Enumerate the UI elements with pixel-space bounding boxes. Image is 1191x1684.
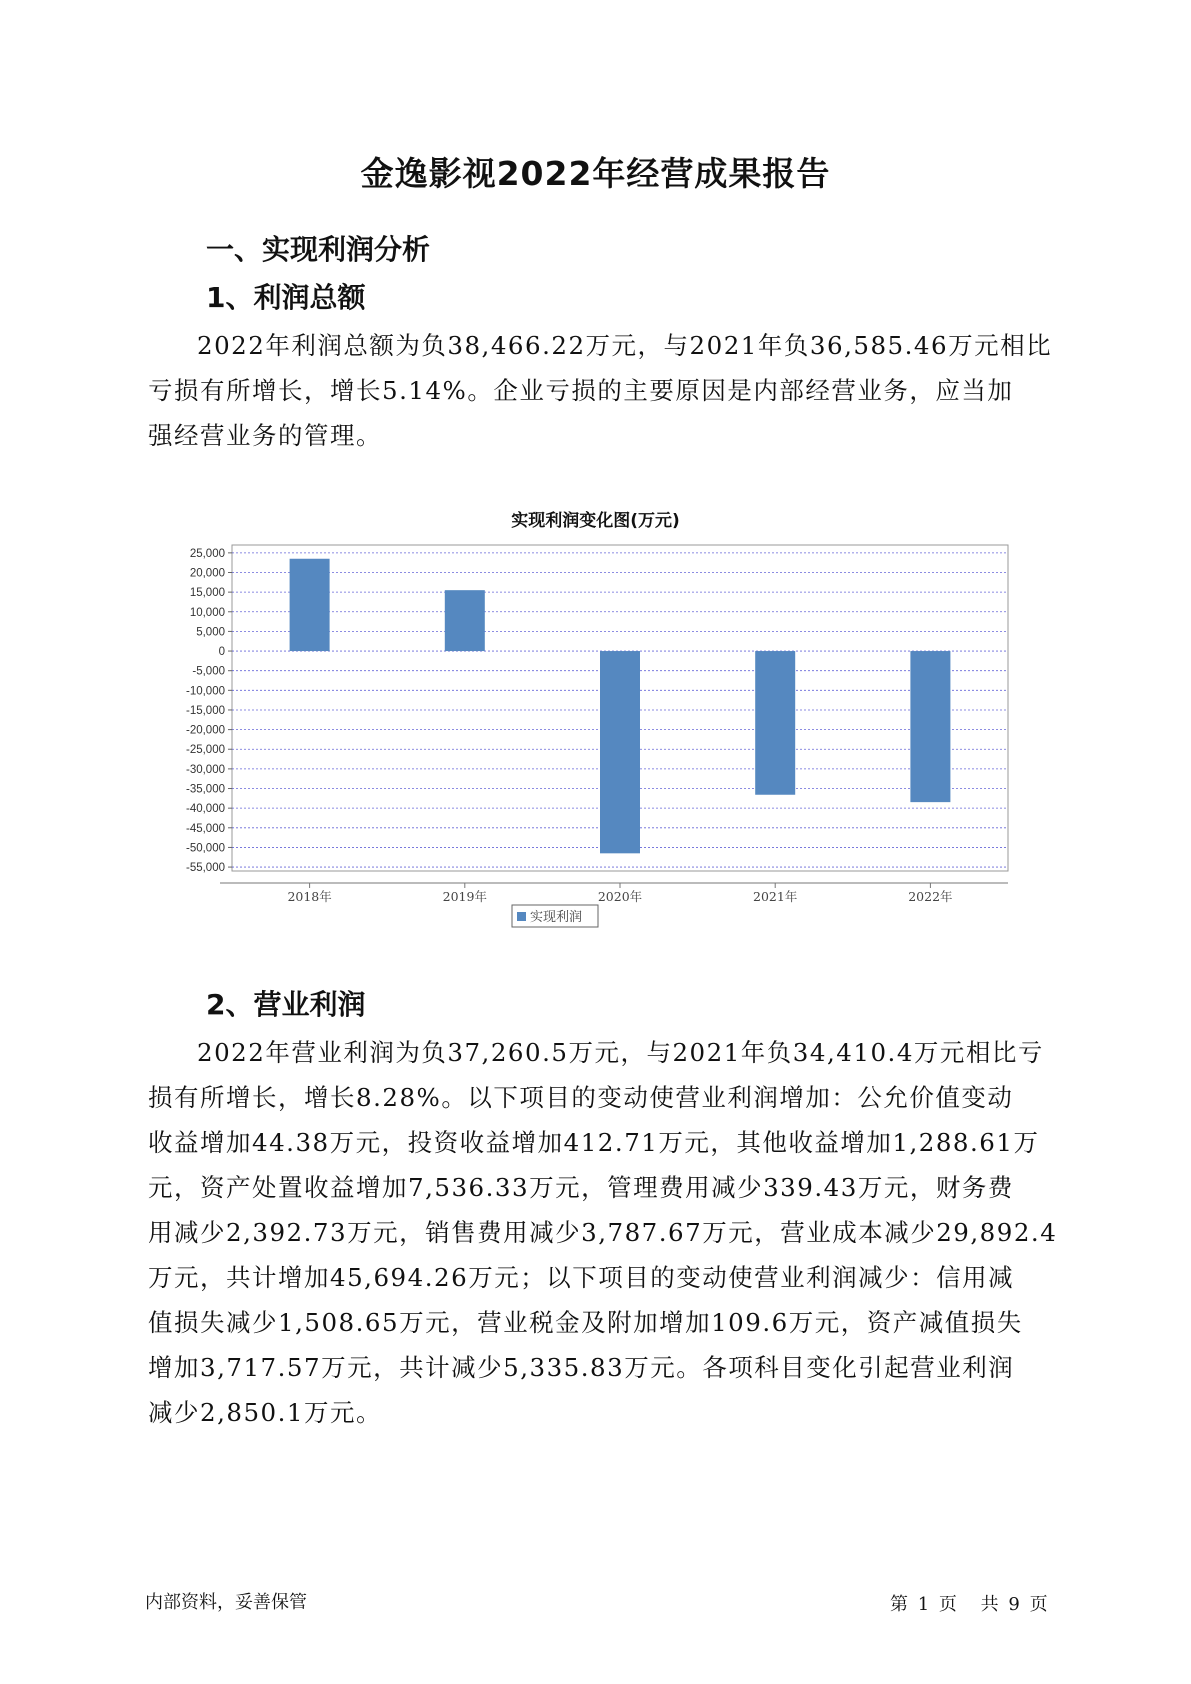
y-tick-label: -45,000	[185, 822, 225, 835]
chart-title: 实现利润变化图(万元)	[511, 511, 680, 531]
footer-page-indicator	[890, 1590, 1052, 1616]
total-pages: 9	[1008, 1594, 1020, 1615]
bar-2018年	[290, 559, 330, 651]
bar-2019年	[445, 590, 485, 651]
subsection-heading-operating-profit: 2、营业利润	[206, 988, 366, 1021]
y-tick-label: -40,000	[185, 803, 225, 816]
x-tick-label: 2020年	[597, 889, 643, 904]
bar-2021年	[755, 651, 795, 795]
paragraph-line: 亏损有所增长，增长5.14%。企业亏损的主要原因是内部经营业务，应当加	[148, 376, 1014, 405]
y-tick-label: 0	[218, 646, 225, 659]
x-tick-label: 2019年	[442, 889, 487, 904]
footer-confidential-note: 内部资料，妥善保管	[145, 1592, 307, 1613]
section-heading-profit-analysis: 一、实现利润分析	[206, 233, 431, 266]
y-tick-label: -35,000	[185, 783, 225, 796]
paragraph-line: 强经营业务的管理。	[148, 421, 382, 450]
y-tick-label: 10,000	[189, 606, 225, 619]
y-tick-label: -20,000	[185, 724, 225, 737]
paragraph-line: 用减少2,392.73万元，销售费用减少3,787.67万元，营业成本减少29,892.4	[148, 1218, 1058, 1247]
y-tick-label: -15,000	[185, 704, 225, 717]
bar-2022年	[910, 651, 950, 802]
y-tick-label: -5,000	[192, 665, 225, 678]
x-tick-label: 2021年	[753, 889, 798, 904]
paragraph-line: 2022年营业利润为负37,260.5万元，与2021年负34,410.4万元相比亏	[197, 1038, 1044, 1067]
legend-swatch	[517, 912, 526, 921]
y-tick-label: 5,000	[196, 626, 225, 639]
y-tick-label: -30,000	[185, 763, 225, 776]
paragraph-line: 万元，共计增加45,694.26万元；以下项目的变动使营业利润减少：信用减	[148, 1263, 1015, 1292]
report-title: 金逸影视2022年经营成果报告	[360, 154, 831, 193]
legend-label: 实现利润	[530, 910, 583, 925]
total-label-prefix: 共	[980, 1594, 999, 1615]
y-tick-label: -55,000	[185, 862, 225, 875]
total-label-suffix: 页	[1029, 1594, 1048, 1615]
page-label-prefix: 第	[890, 1594, 908, 1615]
y-tick-label: 25,000	[189, 547, 225, 560]
y-tick-label: 20,000	[189, 567, 225, 580]
paragraph-line: 元，资产处置收益增加7,536.33万元，管理费用减少339.43万元，财务费	[148, 1173, 1014, 1202]
subsection-heading-total-profit: 1、利润总额	[206, 281, 366, 314]
profit-bar-chart	[150, 535, 1030, 965]
bar-2020年	[600, 651, 640, 853]
total-profit-paragraph	[148, 323, 1053, 458]
page-label-mid: 页	[938, 1594, 957, 1615]
x-tick-label: 2018年	[287, 889, 332, 904]
paragraph-line: 2022年利润总额为负38,466.22万元，与2021年负36,585.46万元相比	[197, 331, 1053, 360]
y-tick-label: -50,000	[185, 842, 225, 855]
paragraph-line: 减少2,850.1万元。	[148, 1398, 383, 1427]
y-tick-label: -25,000	[185, 744, 225, 757]
paragraph-line: 值损失减少1,508.65万元，营业税金及附加增加109.6万元，资产减值损失	[148, 1308, 1023, 1337]
x-tick-label: 2022年	[908, 889, 953, 904]
paragraph-line: 增加3,717.57万元，共计减少5,335.83万元。各项科目变化引起营业利润	[148, 1353, 1015, 1382]
y-tick-label: -10,000	[185, 685, 225, 698]
operating-profit-paragraph	[148, 1030, 1058, 1435]
paragraph-line: 收益增加44.38万元，投资收益增加412.71万元，其他收益增加1,288.61万	[148, 1128, 1040, 1157]
page-number: 1	[917, 1594, 930, 1615]
y-tick-label: 15,000	[189, 587, 225, 600]
paragraph-line: 损有所增长，增长8.28%。以下项目的变动使营业利润增加：公允价值变动	[148, 1083, 1014, 1112]
